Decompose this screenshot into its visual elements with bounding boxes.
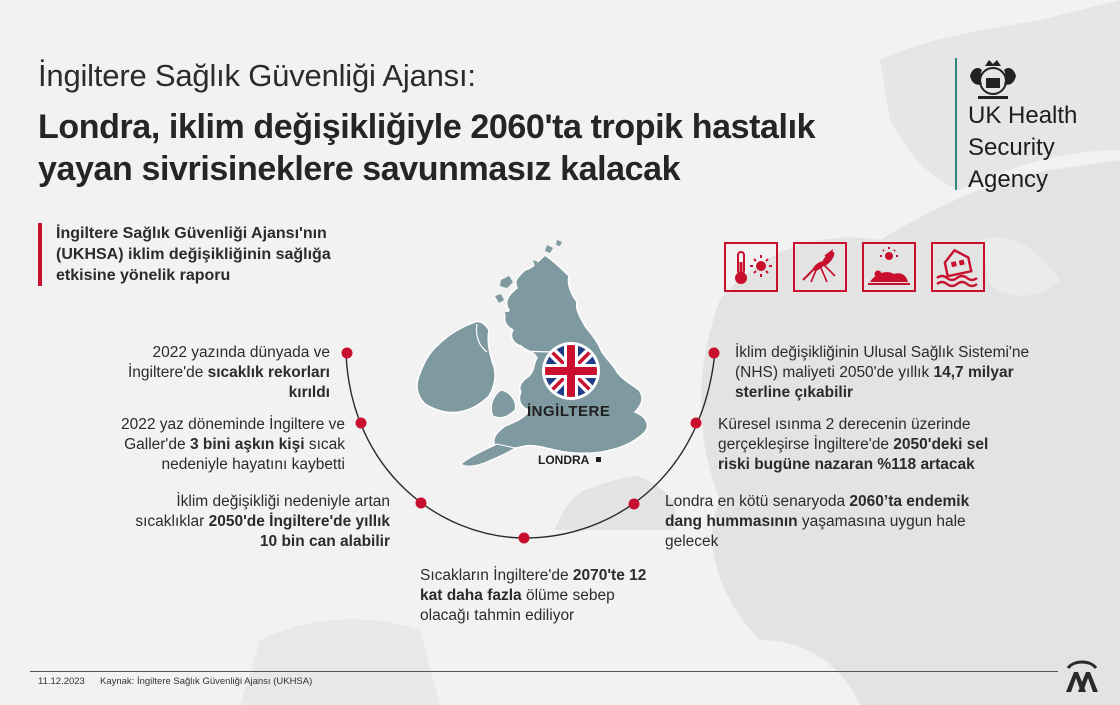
center-item: Sıcakların İngiltere'de 2070'te 12 kat daha fazla ölüme sebep olacağı tahmin ediliyor (420, 567, 647, 624)
mosquito-icon (793, 242, 847, 292)
timeline-dot (519, 533, 530, 544)
city-label: LONDRA (538, 453, 590, 467)
logo-divider (955, 58, 957, 190)
left-item-1: 2022 yazında dünyada ve İngiltere'de sıcaklık rekorları kırıldı (127, 344, 330, 401)
footer-date: 11.12.2023 (38, 676, 85, 687)
agency-line: İngiltere Sağlık Güvenliği Ajansı: (38, 58, 476, 93)
timeline-dot (691, 418, 702, 429)
timeline-dot (709, 348, 720, 359)
ukhsa-logo-text (968, 100, 1077, 196)
right-item-1: İklim değişikliğinin Ulusal Sağlık Sistemi'ne (NHS) maliyeti 2050'de yıllık 14,7 milyar sterline çıkabilir (735, 344, 1030, 401)
headline: Londra, iklim değişikliğiyle 2060'ta tropik hastalık yayan sivrisineklere savunmasız kalacak (38, 108, 816, 188)
report-note: İngiltere Sağlık Güvenliği Ajansı'nın (UKHSA) iklim değişikliğinin sağlığa etkisine yönelik raporu (38, 223, 376, 286)
left-item-3: İklim değişikliği nedeniyle artan sıcaklıklar 2050'de İngiltere'de yıllık 10 bin can alabilir (135, 493, 390, 550)
thermometer-sun-icon (724, 242, 778, 292)
timeline-dot (416, 498, 427, 509)
right-item-2: Küresel ısınma 2 derecenin üzerinde gerçekleşirse İngiltere'de 2050'deki sel riski bugüne nazaran %118 artacak (718, 416, 989, 473)
timeline-dot (356, 418, 367, 429)
royal-crest-icon (964, 56, 1022, 102)
flood-house-icon (931, 242, 985, 292)
logo-line-2: Security (968, 134, 1055, 161)
footer-divider (30, 671, 1058, 672)
logo-line-3: Agency (968, 166, 1049, 193)
right-item-3: Londra en kötü senaryoda 2060’ta endemik dang hummasının yaşamasına uygun hale gelecek (665, 493, 970, 550)
timeline-dot (342, 348, 353, 359)
left-item-2: 2022 yaz döneminde İngiltere ve Galler'de 3 bini aşkın kişi sıcak nedeniyle hayatını kaybetti (120, 416, 345, 473)
logo-line-1: UK Health (968, 102, 1078, 129)
heat-person-icon (862, 242, 916, 292)
country-label: İNGİLTERE (527, 403, 611, 420)
timeline-dot (629, 499, 640, 510)
footer-source: Kaynak: İngiltere Sağlık Güvenliği Ajansı (UKHSA) (100, 676, 313, 687)
aa-logo-icon (1062, 656, 1102, 696)
